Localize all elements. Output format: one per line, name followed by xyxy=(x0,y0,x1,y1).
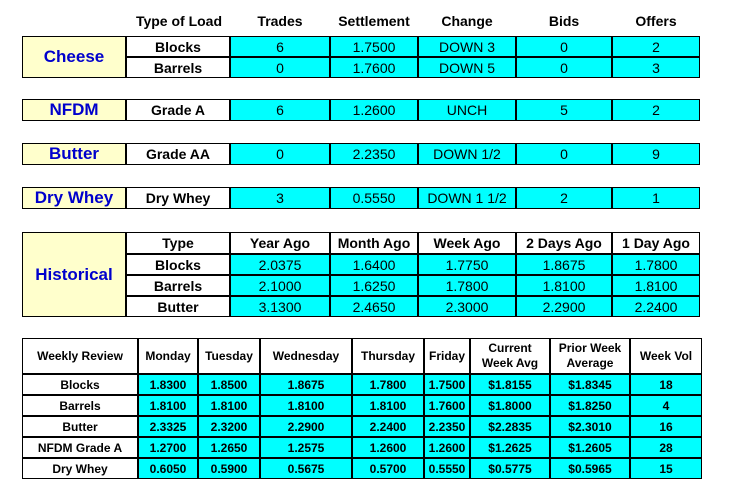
weekly-value: 2.3200 xyxy=(198,416,260,437)
weekly-header-current-line1: Current xyxy=(488,341,532,355)
nfdm-category-label: NFDM xyxy=(22,99,126,121)
weekly-row-label: Dry Whey xyxy=(22,458,138,479)
dry-whey-settlement: 0.5550 xyxy=(330,187,418,209)
cheese-blocks-trades: 6 xyxy=(230,36,330,57)
butter-type: Grade AA xyxy=(126,143,230,165)
weekly-value: 0.5700 xyxy=(352,458,424,479)
weekly-header-prior-line2: Average xyxy=(566,356,614,370)
cheese-blocks-bids: 0 xyxy=(516,36,612,57)
historical-value: 1.7800 xyxy=(612,254,700,275)
historical-category-label: Historical xyxy=(22,232,126,317)
dry-whey-offers: 1 xyxy=(612,187,700,209)
weekly-value: 1.8100 xyxy=(260,395,352,416)
cheese-barrels-bids: 0 xyxy=(516,57,612,78)
butter-bids: 0 xyxy=(516,143,612,165)
dry-whey-bids: 2 xyxy=(516,187,612,209)
weekly-header-week-vol: Week Vol xyxy=(630,338,702,374)
cheese-barrels-offers: 3 xyxy=(612,57,700,78)
dry-whey-change: DOWN 1 1/2 xyxy=(418,187,516,209)
weekly-value: $1.8000 xyxy=(470,395,550,416)
weekly-value: $0.5965 xyxy=(550,458,630,479)
butter-category-label: Butter xyxy=(22,143,126,165)
historical-header-year-ago: Year Ago xyxy=(230,232,330,254)
weekly-value: 1.2650 xyxy=(198,437,260,458)
historical-header-1-day-ago: 1 Day Ago xyxy=(612,232,700,254)
weekly-header-review: Weekly Review xyxy=(22,338,138,374)
weekly-value: 1.2575 xyxy=(260,437,352,458)
weekly-value: 0.5900 xyxy=(198,458,260,479)
nfdm-type: Grade A xyxy=(126,99,230,121)
cheese-blocks-offers: 2 xyxy=(612,36,700,57)
historical-value: 1.8100 xyxy=(612,275,700,296)
butter-offers: 9 xyxy=(612,143,700,165)
historical-header-2-days-ago: 2 Days Ago xyxy=(516,232,612,254)
weekly-value: 1.2700 xyxy=(138,437,198,458)
cheese-category-label: Cheese xyxy=(22,36,126,78)
weekly-value: 0.5675 xyxy=(260,458,352,479)
historical-header-month-ago: Month Ago xyxy=(330,232,418,254)
weekly-value: 2.2350 xyxy=(424,416,470,437)
cheese-blocks-type: Blocks xyxy=(126,36,230,57)
historical-row-type: Butter xyxy=(126,296,230,317)
nfdm-bids: 5 xyxy=(516,99,612,121)
weekly-value: 2.2900 xyxy=(260,416,352,437)
weekly-value: 0.6050 xyxy=(138,458,198,479)
historical-row-type: Blocks xyxy=(126,254,230,275)
weekly-value: 1.2600 xyxy=(352,437,424,458)
weekly-value: 1.8300 xyxy=(138,374,198,395)
weekly-value: 4 xyxy=(630,395,702,416)
weekly-header-prior-week-average xyxy=(550,338,630,374)
weekly-header-friday: Friday xyxy=(424,338,470,374)
header-offers: Offers xyxy=(635,13,677,29)
weekly-value: $2.3010 xyxy=(550,416,630,437)
cheese-barrels-trades: 0 xyxy=(230,57,330,78)
dry-whey-category-label: Dry Whey xyxy=(22,187,126,209)
weekly-value: 1.8675 xyxy=(260,374,352,395)
weekly-header-tuesday: Tuesday xyxy=(198,338,260,374)
weekly-value: $0.5775 xyxy=(470,458,550,479)
historical-value: 1.8100 xyxy=(516,275,612,296)
weekly-value: 2.2400 xyxy=(352,416,424,437)
weekly-row-label: Blocks xyxy=(22,374,138,395)
cheese-barrels-type: Barrels xyxy=(126,57,230,78)
weekly-value: 1.8100 xyxy=(138,395,198,416)
historical-header-week-ago: Week Ago xyxy=(418,232,516,254)
historical-value: 2.3000 xyxy=(418,296,516,317)
weekly-value: 15 xyxy=(630,458,702,479)
header-bids: Bids xyxy=(548,13,580,29)
dry-whey-trades: 3 xyxy=(230,187,330,209)
historical-value: 2.2900 xyxy=(516,296,612,317)
butter-settlement: 2.2350 xyxy=(330,143,418,165)
weekly-value: 1.8500 xyxy=(198,374,260,395)
weekly-value: 1.2600 xyxy=(424,437,470,458)
weekly-value: $1.8250 xyxy=(550,395,630,416)
weekly-value: $1.8155 xyxy=(470,374,550,395)
historical-row-type: Barrels xyxy=(126,275,230,296)
nfdm-trades: 6 xyxy=(230,99,330,121)
nfdm-offers: 2 xyxy=(612,99,700,121)
weekly-row-label: NFDM Grade A xyxy=(22,437,138,458)
historical-value: 1.7750 xyxy=(418,254,516,275)
historical-value: 3.1300 xyxy=(230,296,330,317)
cheese-barrels-settlement: 1.7600 xyxy=(330,57,418,78)
weekly-value: $2.2835 xyxy=(470,416,550,437)
header-settlement: Settlement xyxy=(338,13,410,29)
weekly-header-prior-line1: Prior Week xyxy=(558,341,622,355)
weekly-value: 1.7600 xyxy=(424,395,470,416)
weekly-value: $1.8345 xyxy=(550,374,630,395)
butter-trades: 0 xyxy=(230,143,330,165)
cheese-blocks-change: DOWN 3 xyxy=(418,36,516,57)
header-trades: Trades xyxy=(257,13,303,29)
weekly-value: 2.3325 xyxy=(138,416,198,437)
weekly-row-label: Barrels xyxy=(22,395,138,416)
weekly-value: 0.5550 xyxy=(424,458,470,479)
historical-value: 1.6250 xyxy=(330,275,418,296)
historical-value: 2.4650 xyxy=(330,296,418,317)
weekly-header-current-week-avg xyxy=(470,338,550,374)
historical-value: 2.1000 xyxy=(230,275,330,296)
nfdm-settlement: 1.2600 xyxy=(330,99,418,121)
weekly-value: 1.8100 xyxy=(198,395,260,416)
historical-value: 2.2400 xyxy=(612,296,700,317)
weekly-value: 16 xyxy=(630,416,702,437)
weekly-value: 18 xyxy=(630,374,702,395)
weekly-value: 1.7500 xyxy=(424,374,470,395)
historical-header-type: Type xyxy=(126,232,230,254)
weekly-value: $1.2605 xyxy=(550,437,630,458)
weekly-header-wednesday: Wednesday xyxy=(260,338,352,374)
historical-value: 1.6400 xyxy=(330,254,418,275)
cheese-barrels-change: DOWN 5 xyxy=(418,57,516,78)
weekly-value: 1.8100 xyxy=(352,395,424,416)
historical-value: 2.0375 xyxy=(230,254,330,275)
dry-whey-type: Dry Whey xyxy=(126,187,230,209)
weekly-value: $1.2625 xyxy=(470,437,550,458)
header-type-of-load: Type of Load xyxy=(135,13,223,29)
weekly-row-label: Butter xyxy=(22,416,138,437)
weekly-header-thursday: Thursday xyxy=(352,338,424,374)
weekly-header-monday: Monday xyxy=(138,338,198,374)
header-change: Change xyxy=(441,13,493,29)
weekly-header-current-line2: Week Avg xyxy=(481,356,539,370)
historical-value: 1.7800 xyxy=(418,275,516,296)
butter-change: DOWN 1/2 xyxy=(418,143,516,165)
cheese-blocks-settlement: 1.7500 xyxy=(330,36,418,57)
weekly-value: 1.7800 xyxy=(352,374,424,395)
nfdm-change: UNCH xyxy=(418,99,516,121)
weekly-value: 28 xyxy=(630,437,702,458)
historical-value: 1.8675 xyxy=(516,254,612,275)
